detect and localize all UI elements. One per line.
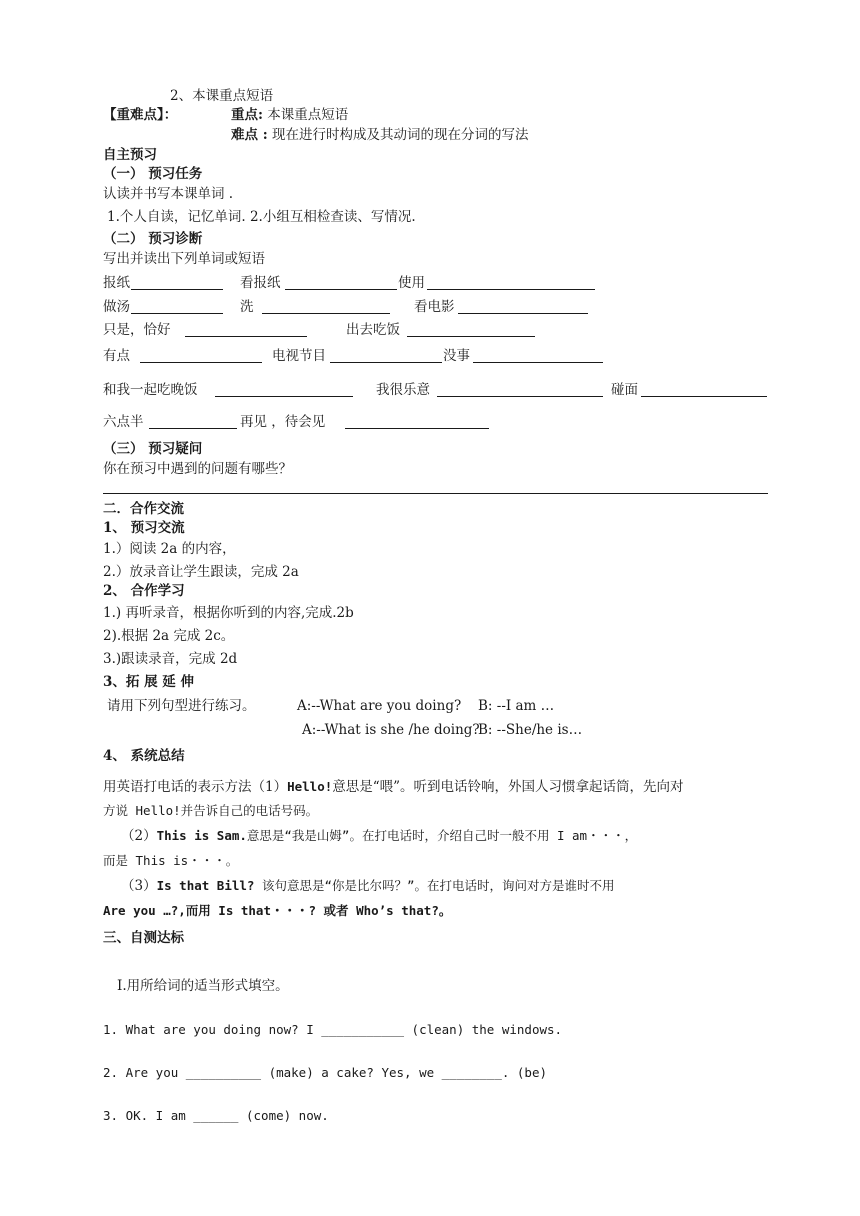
key-point-line [231,107,348,123]
answer-blank[interactable] [285,276,397,290]
vocab-item: 报纸 [103,275,130,291]
vocab-item: 出去吃饭 [346,322,400,338]
learning-step: 1.) 再听录音，根据你听到的内容,完成.2b [103,605,354,621]
answer-blank[interactable] [330,349,442,363]
answer-blank[interactable] [345,415,489,429]
summary-text: 意思是“喂”。听到电话铃响，外国人习惯拿起话筒，先向对 [332,779,684,795]
dialogue-line: A:--What are you doing? [297,698,462,714]
answer-blank[interactable] [215,383,353,397]
answer-blank[interactable] [473,349,603,363]
preview-diagnosis-heading: （二） 预习诊断 [103,231,203,247]
vocab-item: 再见 ，待会见 [240,414,326,430]
preview-task-heading: （一） 预习任务 [103,166,203,182]
vocab-item: 碰面 [611,382,638,398]
learning-step: 3.)跟读录音，完成 2d [103,651,238,667]
cooperation-heading: 二．合作交流 [103,501,184,517]
summary-text: 而是 This is・・・。 [103,853,239,868]
preview-questions-text: 你在预习中遇到的问题有哪些？ [103,461,292,477]
vocab-item: 看电影 [414,299,455,315]
dialogue-line: A:--What is she /he doing? [302,722,480,738]
vocab-item: 我很乐意 [376,382,430,398]
preview-task-text: 认读并书写本课单词 . [103,186,234,202]
summary-english: Is that Bill? [156,878,255,893]
vocab-item: 使用 [398,275,425,291]
summary-english: Hello! [287,779,333,794]
summary-paragraph [103,779,684,795]
test-question: 3. OK. I am ______ (come) now. [103,1108,329,1123]
answer-blank[interactable] [131,300,223,314]
difficult-point-label: 难点 : [231,127,268,143]
summary-paragraph [121,878,615,894]
answer-blank[interactable] [149,415,237,429]
test-question: 2. Are you __________ (make) a cake? Yes, we ________. (be) [103,1065,548,1080]
test-question: 1. What are you doing now? I ___________ (clean) the windows. [103,1022,563,1037]
exchange-step: 1.）阅读 2a 的内容， [103,541,236,557]
vocab-item: 六点半 [103,414,144,430]
summary-text: Are you …?,而用 Is that・・・? 或者 Who’s that?。 [103,903,452,918]
extension-prompt: 请用下列句型进行练习。 [107,698,256,714]
self-preview-heading: 自主预习 [103,147,157,163]
answer-blank[interactable] [407,323,535,337]
summary-text: 方说 Hello!并告诉自己的电话号码。 [103,803,319,818]
answer-blank[interactable] [437,383,603,397]
summary-text: （3） [121,878,157,894]
answer-blank[interactable] [641,383,767,397]
exchange-step: 2.）放录音让学生跟读，完成 2a [103,564,299,580]
answer-blank[interactable] [140,349,262,363]
answer-blank[interactable] [185,323,307,337]
learning-step: 2).根据 2a 完成 2c。 [103,628,235,644]
key-difficult-label: 【重难点】： [103,107,178,123]
answer-blank[interactable] [427,276,595,290]
vocab-item: 洗 [240,299,254,315]
dialogue-line: B: --I am … [478,698,555,714]
vocab-item: 看报纸 [240,275,281,291]
summary-english: This is Sam. [156,828,247,843]
summary-text: 意思是“我是山姆”。在打电话时，介绍自己时一般不用 I am・・・， [246,828,638,843]
answer-blank[interactable] [131,276,223,290]
summary-paragraph [121,828,637,844]
vocab-item: 有点 [103,348,130,364]
key-phrases-item: 2、本课重点短语 [170,88,274,104]
answer-line[interactable] [103,493,768,494]
difficult-point-text: 现在进行时构成及其动词的现在分词的写法 [271,127,529,143]
test-instruction: I.用所给词的适当形式填空。 [117,978,289,994]
key-point-label: 重点: [231,107,263,123]
answer-blank[interactable] [458,300,588,314]
dialogue-line: B: --She/he is… [478,722,583,738]
key-point-text: 本课重点短语 [267,107,349,123]
vocab-item: 电视节目 [272,348,326,364]
preview-diagnosis-intro: 写出并读出下列单词或短语 [103,251,265,267]
preview-exchange-heading: 1、 预习交流 [103,520,185,536]
cooperative-learning-heading: 2、 合作学习 [103,583,185,599]
summary-text: （2） [121,828,157,844]
summary-text: 用英语打电话的表示方法（1） [103,779,288,795]
preview-questions-heading: （三） 预习疑问 [103,441,203,457]
preview-task-steps: 1.个人自读，记忆单词. 2.小组互相检查读、写情况. [107,209,416,225]
vocab-item: 和我一起吃晚饭 [103,382,198,398]
self-test-heading: 三、自测达标 [103,930,184,946]
extension-heading: 3、拓 展 延 伸 [103,674,194,690]
vocab-item: 做汤 [103,299,130,315]
vocab-item: 没事 [443,348,470,364]
answer-blank[interactable] [262,300,390,314]
difficult-point-line [231,127,528,143]
vocab-item: 只是，恰好 [103,322,171,338]
summary-heading: 4、 系统总结 [103,748,185,764]
summary-text: 该句意思是“你是比尔吗？”。在打电话时，询问对方是谁时不用 [254,878,615,893]
